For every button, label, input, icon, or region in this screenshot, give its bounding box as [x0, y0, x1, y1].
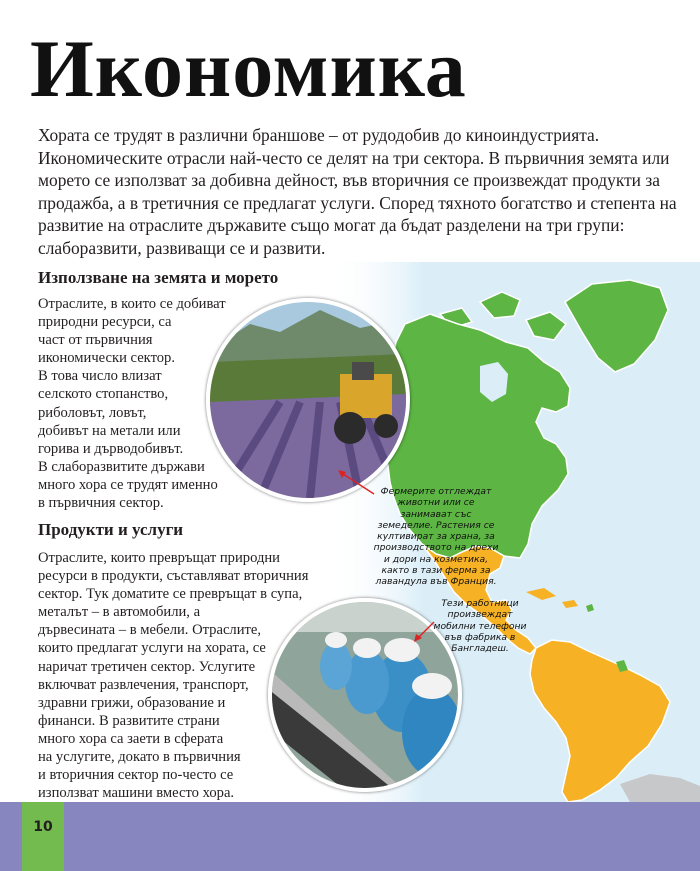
text-line: на услугите, докато в първичния [38, 749, 241, 766]
caption-line: земеделие. Растения се [377, 519, 495, 531]
text-line: В слаборазвитите държави [38, 458, 205, 475]
text-line: Отраслите, които превръщат природни [38, 550, 280, 566]
caption-line: производството на дрехи [373, 542, 499, 554]
text-line: горива и дърводобивът. [38, 440, 184, 457]
text-line: здравни грижи, образование и [38, 694, 226, 711]
intro-paragraph: Хората се трудят в различни браншове – от рудодобив до киноиндустрията. Икономическите отрасли най-често се делят на три сектора. В първичния земята или морето се използват за добивна дейност, във вторичния се произвеждат продукти за продажба, а в третичния се предлагат услуги. Според тяхното богатство и степента на развитие на отраслите държавите също могат да бъдат разделени на три групи: слаборазвити, развиващи се и развити. [38, 125, 677, 258]
caption-line: и дори на козметика, [383, 553, 489, 565]
text-line: добивът на метали или [38, 422, 181, 439]
text-line: Отраслите, в които се добиват [38, 296, 226, 312]
caption-line: както в тази ферма за [381, 565, 491, 577]
text-line: в първичния сектор. [38, 495, 164, 512]
section-body-products-services [38, 549, 308, 802]
text-line: част от първичния [38, 332, 153, 349]
caption-line: мобилни телефони [433, 620, 527, 632]
footer-band [0, 802, 700, 871]
caption-line: лавандула във Франция. [375, 576, 497, 588]
caption-line: култивират за храна, за [377, 531, 495, 543]
text-line: и вторичния сектор по-често се [38, 767, 234, 784]
text-line: дървесината – в мебели. Отраслите, [38, 622, 262, 639]
factory-caption [430, 598, 530, 654]
text-line: наричат третичен сектор. Услугите [38, 658, 256, 675]
text-line: риболовът, ловът, [38, 404, 147, 421]
factory-caption-pointer [412, 620, 436, 642]
text-line: природни ресурси, са [38, 314, 172, 331]
page-title: Икономика [30, 23, 467, 114]
text-line: икономически сектор. [38, 350, 175, 367]
section-body-land-sea [38, 295, 226, 512]
text-line: В това число влизат [38, 368, 162, 385]
text-line: включват развлечения, транспорт, [38, 676, 249, 693]
text-line: селското стопанство, [38, 386, 169, 403]
caption-line: произвеждат [447, 609, 513, 621]
caption-line: във фабрика в [444, 631, 516, 643]
caption-line: Фермерите отглеждат [380, 486, 492, 497]
lavender-field-tractor-photo [210, 302, 406, 498]
text-line: металът – в автомобили, а [38, 604, 201, 621]
text-line: ресурси в продукти, съставляват вторичния [38, 568, 309, 585]
page-number: 10 [22, 802, 64, 871]
caption-line: Тези работници [441, 598, 519, 609]
caption-line: животни или се [397, 497, 475, 509]
text-line: които предлагат услуги на хората, се [38, 640, 266, 657]
text-line: много хора са заети в сферата [38, 730, 224, 747]
farm-caption [362, 486, 510, 588]
caption-line: занимават със [400, 508, 472, 520]
text-line: използват машини вместо хора. [38, 785, 235, 802]
section-title-products-services: Продукти и услуги [38, 520, 184, 539]
section-title-land-sea: Използване на земята и морето [38, 268, 279, 287]
text-line: финанси. В развитите страни [38, 712, 220, 729]
text-line: много хора се трудят именно [38, 476, 218, 493]
caption-line: Бангладеш. [451, 643, 509, 655]
text-line: сектор. Тук доматите се превръщат в супа, [38, 586, 303, 603]
